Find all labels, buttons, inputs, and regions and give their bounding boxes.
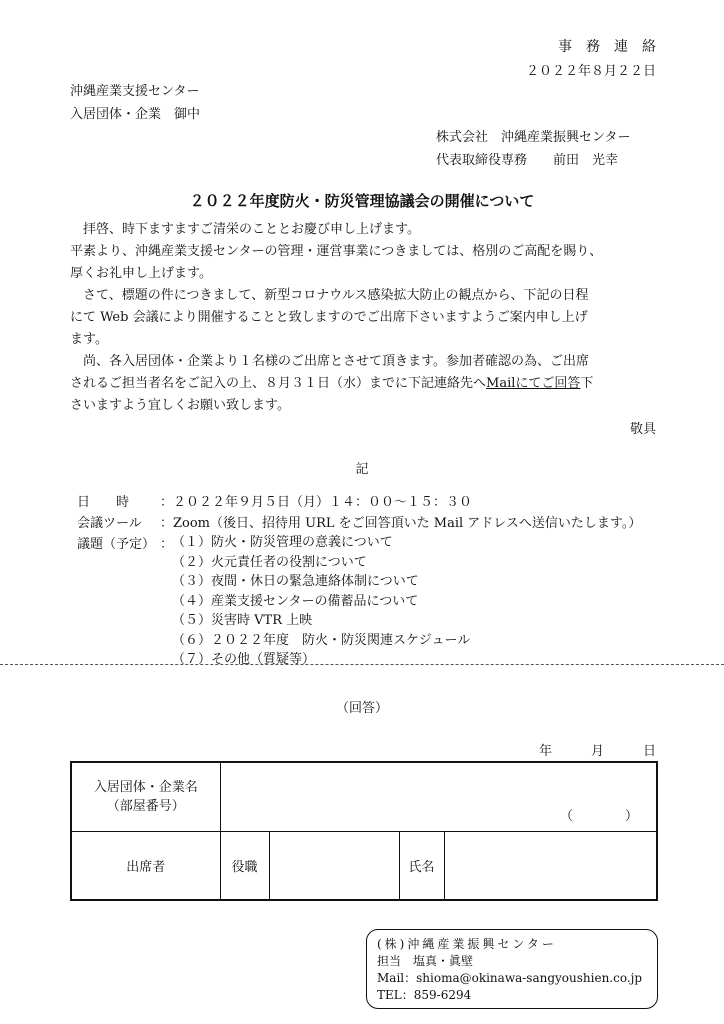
- body-line: さて、標題の件につきまして、新型コロナウルス感染拡大防止の観点から、下記の日程: [83, 288, 589, 303]
- contact-tel: TEL：859-6294: [377, 988, 472, 1002]
- attendee-label: 出席者: [126, 859, 166, 875]
- agenda-item: （２）火元責任者の役割について: [172, 554, 367, 570]
- tool-label: 会議ツール: [77, 516, 142, 531]
- closing: 敬具: [629, 422, 656, 437]
- position-label-cell: [220, 831, 269, 900]
- reply-date-fields: 年 月 日: [538, 744, 656, 759]
- contact-person: 担当 塩真・眞壁: [377, 954, 474, 968]
- tool-value: ：Zoom（後日、招待用 URL をご回答頂いた Mail アドレスへ送信いたします。）: [160, 516, 642, 531]
- cut-line: [0, 664, 724, 665]
- body-line: 平素より、沖縄産業支援センターの管理・運営事業につきましては、格別のご高配を賜り、: [70, 244, 603, 259]
- sender-line-1: 株式会社 沖縄産業振興センター: [436, 130, 631, 145]
- letter-body: [70, 219, 660, 417]
- body-line: 尚、各入居団体・企業より１名様のご出席とさせて頂きます。参加者確認の為、ご出席: [83, 354, 589, 369]
- name-label-cell: [399, 831, 444, 900]
- org-label-cell: [71, 762, 220, 831]
- name-label: 氏名: [408, 859, 435, 875]
- room-label: （部屋番号）: [106, 798, 185, 814]
- name-input-cell[interactable]: [444, 831, 657, 900]
- recipient-line-2: 入居団体・企業 御中: [70, 107, 201, 122]
- position-input-cell[interactable]: [269, 831, 399, 900]
- agenda-label: 議題（予定）: [77, 537, 156, 552]
- datetime-value: ：２０２２年９月５日（月）１４：００～１５：３０: [160, 495, 473, 510]
- sender-line-2: 代表取締役専務 前田 光幸: [436, 153, 619, 168]
- body-line: 拝啓、時下ますますご清栄のこととお慶び申し上げます。: [83, 222, 420, 237]
- attendee-label-cell: [71, 831, 220, 900]
- reply-form-table: [70, 761, 658, 901]
- recipient-line-1: 沖縄産業支援センター: [70, 84, 200, 99]
- agenda-item: （３）夜間・休日の緊急連絡体制について: [172, 574, 419, 589]
- contact-email: Mail：shioma@okinawa-sangyoushien.co.jp: [377, 971, 643, 985]
- agenda-item: （６）２０２２年度 防火・防災関連スケジュール: [172, 632, 471, 648]
- datetime-label: 日 時: [77, 495, 130, 510]
- agenda-prefix: ：: [160, 537, 174, 552]
- position-label: 役職: [231, 859, 258, 875]
- body-line: にて Web 会議により開催することと致しますのでご出席下さいますようご案内申し上げ: [70, 310, 588, 325]
- body-line: さいますよう宜しくお願い致します。: [70, 398, 290, 413]
- agenda-item: （４）産業支援センターの備蓄品について: [172, 593, 419, 609]
- ki-heading: 記: [355, 462, 369, 477]
- org-label: 入居団体・企業名: [93, 779, 198, 795]
- org-input-cell[interactable]: [220, 762, 657, 831]
- agenda-item: （７）その他（質疑等）: [172, 652, 316, 667]
- agenda-list: [172, 533, 470, 670]
- body-text: されるご担当者名をご記入の上、８月３１日（水）までに下記連絡先へ: [70, 376, 487, 391]
- issue-date: ２０２２年８月２２日: [525, 64, 656, 79]
- mail-reply-emphasis: Mailにてご回答: [486, 376, 581, 391]
- body-line: ます。: [70, 332, 108, 347]
- agenda-item: （５）災害時 VTR 上映: [172, 613, 313, 628]
- body-line: [70, 373, 660, 395]
- room-number-paren: （ ）: [559, 809, 638, 824]
- body-text: 下: [580, 376, 594, 391]
- body-line: 厚くお礼申し上げます。: [70, 266, 212, 281]
- agenda-item: （１）防火・防災管理の意義について: [172, 535, 393, 550]
- reply-heading: （回答）: [335, 701, 388, 716]
- doc-type: 事 務 連 絡: [558, 39, 656, 55]
- contact-company: (株)沖縄産業振興センター: [377, 937, 557, 951]
- contact-box: [366, 929, 658, 1009]
- document-title: ２０２２年度防火・防災管理協議会の開催について: [189, 192, 535, 210]
